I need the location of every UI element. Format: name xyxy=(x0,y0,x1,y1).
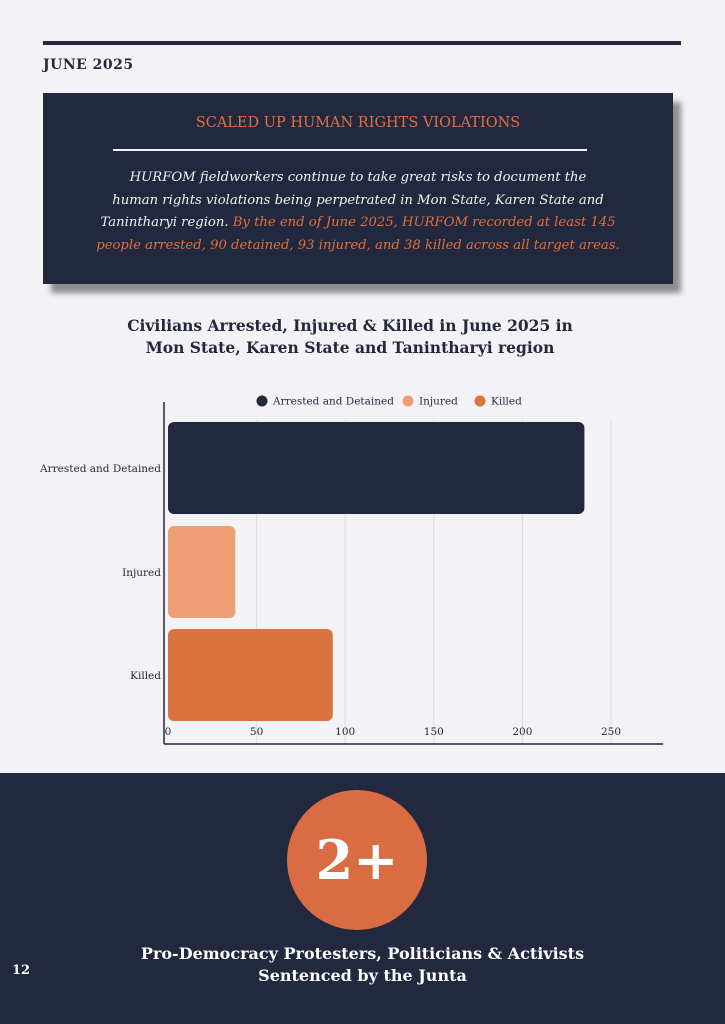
legend-label: Killed xyxy=(491,395,522,408)
bar-chart xyxy=(0,380,725,765)
callout-line-3-plain: Tanintharyi region. xyxy=(100,215,233,231)
category-label: Arrested and Detained xyxy=(40,463,161,475)
callout-line-1: HURFOM fieldworkers continue to take great risks to document the xyxy=(129,170,587,185)
callout-body xyxy=(57,167,659,257)
callout-title: SCALED UP HUMAN RIGHTS VIOLATIONS xyxy=(195,115,521,131)
stat-label xyxy=(100,943,625,987)
legend-label: Injured xyxy=(419,395,458,408)
page-number: 12 xyxy=(12,963,31,978)
category-label: Injured xyxy=(122,567,161,579)
chart-title-line-1: Civilians Arrested, Injured & Killed in June 2025 in xyxy=(127,316,573,335)
bar-killed xyxy=(168,629,333,721)
callout-line-2: human rights violations being perpetrated in Mon State, Karen State and xyxy=(112,192,604,208)
x-tick-label: 0 xyxy=(164,726,172,738)
callout-line-3 xyxy=(57,212,659,235)
stat-value: 2+ xyxy=(315,828,399,892)
callout-line-4: people arrested, 90 detained, 93 injured, and 38 killed across all target areas. xyxy=(96,237,620,253)
x-tick-label: 250 xyxy=(600,726,622,738)
chart-title-line-2: Mon State, Karen State and Tanintharyi region xyxy=(145,338,555,357)
x-tick-label: 200 xyxy=(512,726,533,738)
x-tick-label: 50 xyxy=(249,726,264,738)
legend-marker xyxy=(403,396,414,407)
top-rule xyxy=(43,41,681,45)
legend-marker xyxy=(475,396,486,407)
x-tick-label: 100 xyxy=(335,726,356,738)
stat-label-line-2: Sentenced by the Junta xyxy=(258,966,467,985)
legend-label: Arrested and Detained xyxy=(273,395,394,408)
bar-arrested-and-detained xyxy=(168,422,584,514)
callout-line-3-highlight: By the end of June 2025, HURFOM recorded at least 145 xyxy=(232,215,616,231)
report-date: JUNE 2025 xyxy=(43,57,134,73)
callout-divider xyxy=(113,149,587,151)
bar-injured xyxy=(168,526,235,618)
category-label: Killed xyxy=(130,670,161,682)
chart-title xyxy=(90,315,610,359)
stat-circle xyxy=(287,790,427,930)
x-tick-label: 150 xyxy=(423,726,444,738)
legend-marker xyxy=(257,396,268,407)
callout-box xyxy=(43,93,673,284)
stat-label-line-1: Pro-Democracy Protesters, Politicians & Activists xyxy=(140,944,585,963)
